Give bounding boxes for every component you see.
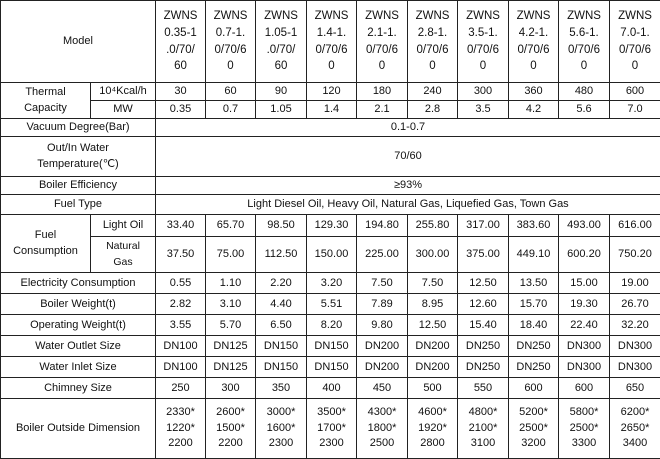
value-cell: 2.82 [156, 294, 206, 315]
value-cell: 480 [559, 83, 610, 101]
value-cell: 3.55 [156, 315, 206, 336]
cell-line: 0.7-1. [207, 25, 254, 42]
cell-line: 0/70/6 [358, 42, 406, 59]
value-cell: 15.70 [509, 294, 559, 315]
fuel-type-label: Fuel Type [1, 195, 156, 215]
header-row [1, 1, 660, 83]
cell-line: 5200* [510, 405, 557, 421]
cell-line: 2800 [409, 436, 456, 452]
cell-line: 0 [560, 58, 608, 75]
fuel-light-oil-row [1, 215, 660, 237]
value-cell: DN300 [559, 357, 610, 378]
value-cell: DN300 [610, 336, 660, 357]
model-name [559, 1, 610, 83]
water-outlet-row [1, 336, 660, 357]
cell-line: ZWNS [611, 8, 659, 25]
cell-line: ZWNS [510, 8, 557, 25]
value-cell: 60 [206, 83, 256, 101]
value-cell: 22.40 [559, 315, 610, 336]
dimension-cell [307, 399, 357, 459]
value-cell: 250 [156, 378, 206, 399]
value-cell: 4.2 [509, 101, 559, 119]
value-cell: DN150 [256, 336, 307, 357]
cell-line: ZWNS [459, 8, 507, 25]
cell-line: 60 [157, 58, 204, 75]
value-cell: 500 [408, 378, 458, 399]
value-cell: 0.55 [156, 273, 206, 294]
cell-line: 3.5-1. [459, 25, 507, 42]
dimension-cell [156, 399, 206, 459]
cell-line: 0 [459, 58, 507, 75]
value-cell: 600 [610, 83, 660, 101]
cell-line: ZWNS [358, 8, 406, 25]
value-cell: 600 [509, 378, 559, 399]
cell-line: Out/In Water [2, 141, 154, 157]
value-cell: 3.5 [458, 101, 509, 119]
dimension-cell [458, 399, 509, 459]
value-cell: DN250 [509, 336, 559, 357]
cell-line: 0 [308, 58, 355, 75]
value-cell: 1.10 [206, 273, 256, 294]
value-cell: 7.0 [610, 101, 660, 119]
cell-line: ZWNS [560, 8, 608, 25]
vacuum-row [1, 119, 660, 137]
cell-line: 0 [409, 58, 456, 75]
value-cell: 3.20 [307, 273, 357, 294]
cell-line: 2.8-1. [409, 25, 456, 42]
row-label: Water Outlet Size [1, 336, 156, 357]
value-cell: 493.00 [559, 215, 610, 237]
efficiency-value: ≥93% [156, 177, 660, 195]
value-cell: DN100 [156, 336, 206, 357]
row-label: Electricity Consumption [1, 273, 156, 294]
value-cell: 350 [256, 378, 307, 399]
cell-line: ZWNS [207, 8, 254, 25]
dimension-cell [408, 399, 458, 459]
value-cell: 400 [307, 378, 357, 399]
value-cell: 194.80 [357, 215, 408, 237]
value-cell: DN200 [408, 336, 458, 357]
value-cell: 7.50 [357, 273, 408, 294]
value-cell: DN250 [509, 357, 559, 378]
value-cell: 300.00 [408, 237, 458, 273]
cell-line: 0 [207, 58, 254, 75]
value-cell: 7.50 [408, 273, 458, 294]
cell-line: Natural [92, 239, 154, 254]
value-cell: 15.40 [458, 315, 509, 336]
vacuum-value: 0.1-0.7 [156, 119, 660, 137]
value-cell: 12.50 [408, 315, 458, 336]
value-cell: 2.1 [357, 101, 408, 119]
value-cell: 19.30 [559, 294, 610, 315]
value-cell: 6.50 [256, 315, 307, 336]
value-cell: 300 [458, 83, 509, 101]
value-cell: 240 [408, 83, 458, 101]
model-name [408, 1, 458, 83]
cell-line: 4800* [459, 405, 507, 421]
cell-line: 1220* [157, 421, 204, 437]
row-label: Water Inlet Size [1, 357, 156, 378]
value-cell: 30 [156, 83, 206, 101]
cell-line: 0/70/6 [308, 42, 355, 59]
value-cell: DN150 [307, 357, 357, 378]
cell-line: 2500 [358, 436, 406, 452]
cell-line: 4600* [409, 405, 456, 421]
value-cell: 300 [206, 378, 256, 399]
cell-line: 6200* [611, 405, 659, 421]
value-cell: 5.51 [307, 294, 357, 315]
temperature-row [1, 137, 660, 177]
dimension-cell [357, 399, 408, 459]
fuel-type-value: Light Diesel Oil, Heavy Oil, Natural Gas, Liquefied Gas, Town Gas [156, 195, 660, 215]
value-cell: DN200 [357, 336, 408, 357]
cell-line: 5800* [560, 405, 608, 421]
fuel-type-row [1, 195, 660, 215]
fuel-consumption-label [1, 215, 91, 273]
value-cell: 255.80 [408, 215, 458, 237]
cell-line: 2500* [510, 421, 557, 437]
cell-line: 2.1-1. [358, 25, 406, 42]
value-cell: 98.50 [256, 215, 307, 237]
cell-line: 1.4-1. [308, 25, 355, 42]
value-cell: 112.50 [256, 237, 307, 273]
temperature-label [1, 137, 156, 177]
value-cell: 1.05 [256, 101, 307, 119]
value-cell: 3.10 [206, 294, 256, 315]
cell-line: 7.0-1. [611, 25, 659, 42]
value-cell: 2.8 [408, 101, 458, 119]
cell-line: 1920* [409, 421, 456, 437]
cell-line: 1.05-1 [257, 25, 305, 42]
row-label: Boiler Weight(t) [1, 294, 156, 315]
cell-line: 3500* [308, 405, 355, 421]
value-cell: 750.20 [610, 237, 660, 273]
value-cell: 375.00 [458, 237, 509, 273]
value-cell: 120 [307, 83, 357, 101]
cell-line: 1800* [358, 421, 406, 437]
cell-line: 2200 [207, 436, 254, 452]
efficiency-row [1, 177, 660, 195]
model-label: Model [1, 1, 156, 83]
value-cell: 19.00 [610, 273, 660, 294]
model-name [307, 1, 357, 83]
cell-line: 2300 [257, 436, 305, 452]
operating-weight-row [1, 315, 660, 336]
cell-line: 60 [257, 58, 305, 75]
value-cell: 150.00 [307, 237, 357, 273]
value-cell: 317.00 [458, 215, 509, 237]
cell-line: Temperature(℃) [2, 157, 154, 173]
cell-line: 2330* [157, 405, 204, 421]
value-cell: 12.50 [458, 273, 509, 294]
value-cell: 600.20 [559, 237, 610, 273]
value-cell: 550 [458, 378, 509, 399]
chimney-row [1, 378, 660, 399]
model-name [458, 1, 509, 83]
cell-line: 1600* [257, 421, 305, 437]
value-cell: 75.00 [206, 237, 256, 273]
water-inlet-row [1, 357, 660, 378]
value-cell: 33.40 [156, 215, 206, 237]
value-cell: 450 [357, 378, 408, 399]
row-label: Operating Weight(t) [1, 315, 156, 336]
value-cell: DN150 [256, 357, 307, 378]
value-cell: 12.60 [458, 294, 509, 315]
value-cell: 360 [509, 83, 559, 101]
value-cell: 9.80 [357, 315, 408, 336]
cell-line: Capacity [2, 101, 89, 117]
value-cell: 383.60 [509, 215, 559, 237]
dimension-label: Boiler Outside Dimension [1, 399, 156, 459]
model-name [610, 1, 660, 83]
value-cell: DN250 [458, 357, 509, 378]
cell-line: Thermal [2, 85, 89, 101]
cell-line: 2200 [157, 436, 204, 452]
value-cell: 616.00 [610, 215, 660, 237]
value-cell: 0.35 [156, 101, 206, 119]
value-cell: 26.70 [610, 294, 660, 315]
cell-line: 3200 [510, 436, 557, 452]
value-cell: 225.00 [357, 237, 408, 273]
fuel-natural-gas-row [1, 237, 660, 273]
cell-line: ZWNS [409, 8, 456, 25]
cell-line: 3100 [459, 436, 507, 452]
value-cell: 5.6 [559, 101, 610, 119]
cell-line: 2600* [207, 405, 254, 421]
dimension-cell [610, 399, 660, 459]
model-name [357, 1, 408, 83]
value-cell: 449.10 [509, 237, 559, 273]
value-cell: 2.20 [256, 273, 307, 294]
cell-line: 0 [510, 58, 557, 75]
value-cell: 650 [610, 378, 660, 399]
cell-line: ZWNS [157, 8, 204, 25]
value-cell: DN150 [307, 336, 357, 357]
temperature-value: 70/60 [156, 137, 660, 177]
cell-line: 0/70/6 [510, 42, 557, 59]
cell-line: Consumption [2, 244, 89, 260]
value-cell: 18.40 [509, 315, 559, 336]
efficiency-label: Boiler Efficiency [1, 177, 156, 195]
cell-line: 1700* [308, 421, 355, 437]
value-cell: 15.00 [559, 273, 610, 294]
model-name [206, 1, 256, 83]
dimension-cell [256, 399, 307, 459]
cell-line: 0/70/6 [207, 42, 254, 59]
cell-line: ZWNS [308, 8, 355, 25]
cell-line: ZWNS [257, 8, 305, 25]
boiler-weight-row [1, 294, 660, 315]
value-cell: DN200 [357, 357, 408, 378]
unit-kcal: 10⁴Kcal/h [91, 83, 156, 101]
thermal-capacity-label [1, 83, 91, 119]
value-cell: 13.50 [509, 273, 559, 294]
thermal-kcal-row [1, 83, 660, 101]
cell-line: 3000* [257, 405, 305, 421]
value-cell: DN125 [206, 336, 256, 357]
value-cell: 600 [559, 378, 610, 399]
cell-line: 4.2-1. [510, 25, 557, 42]
value-cell: DN100 [156, 357, 206, 378]
value-cell: 0.7 [206, 101, 256, 119]
cell-line: 2100* [459, 421, 507, 437]
dimension-cell [509, 399, 559, 459]
electricity-row [1, 273, 660, 294]
cell-line: 0 [358, 58, 406, 75]
dimension-cell [559, 399, 610, 459]
model-name [509, 1, 559, 83]
value-cell: 7.89 [357, 294, 408, 315]
cell-line: 2650* [611, 421, 659, 437]
cell-line: 0/70/6 [611, 42, 659, 59]
cell-line: .0/70/ [157, 42, 204, 59]
light-oil-label: Light Oil [91, 215, 156, 237]
value-cell: 37.50 [156, 237, 206, 273]
thermal-mw-row [1, 101, 660, 119]
dimension-cell [206, 399, 256, 459]
cell-line: 2300 [308, 436, 355, 452]
value-cell: 8.95 [408, 294, 458, 315]
cell-line: 3400 [611, 436, 659, 452]
value-cell: 180 [357, 83, 408, 101]
row-label: Chimney Size [1, 378, 156, 399]
cell-line: 0/70/6 [459, 42, 507, 59]
cell-line: 2500* [560, 421, 608, 437]
value-cell: 90 [256, 83, 307, 101]
value-cell: DN125 [206, 357, 256, 378]
unit-mw: MW [91, 101, 156, 119]
value-cell: 65.70 [206, 215, 256, 237]
cell-line: 0 [611, 58, 659, 75]
cell-line: 4300* [358, 405, 406, 421]
cell-line: 0.35-1 [157, 25, 204, 42]
value-cell: DN300 [610, 357, 660, 378]
cell-line: 1500* [207, 421, 254, 437]
cell-line: 0/70/6 [409, 42, 456, 59]
model-name [156, 1, 206, 83]
cell-line: 3300 [560, 436, 608, 452]
cell-line: 0/70/6 [560, 42, 608, 59]
value-cell: DN300 [559, 336, 610, 357]
value-cell: 32.20 [610, 315, 660, 336]
cell-line: Fuel [2, 228, 89, 244]
value-cell: 5.70 [206, 315, 256, 336]
value-cell: 129.30 [307, 215, 357, 237]
value-cell: 4.40 [256, 294, 307, 315]
value-cell: 1.4 [307, 101, 357, 119]
natural-gas-label [91, 237, 156, 273]
value-cell: DN250 [458, 336, 509, 357]
dimension-row [1, 399, 660, 459]
vacuum-label: Vacuum Degree(Bar) [1, 119, 156, 137]
cell-line: .0/70/ [257, 42, 305, 59]
cell-line: Gas [92, 255, 154, 270]
cell-line: 5.6-1. [560, 25, 608, 42]
value-cell: 8.20 [307, 315, 357, 336]
model-name [256, 1, 307, 83]
value-cell: DN200 [408, 357, 458, 378]
